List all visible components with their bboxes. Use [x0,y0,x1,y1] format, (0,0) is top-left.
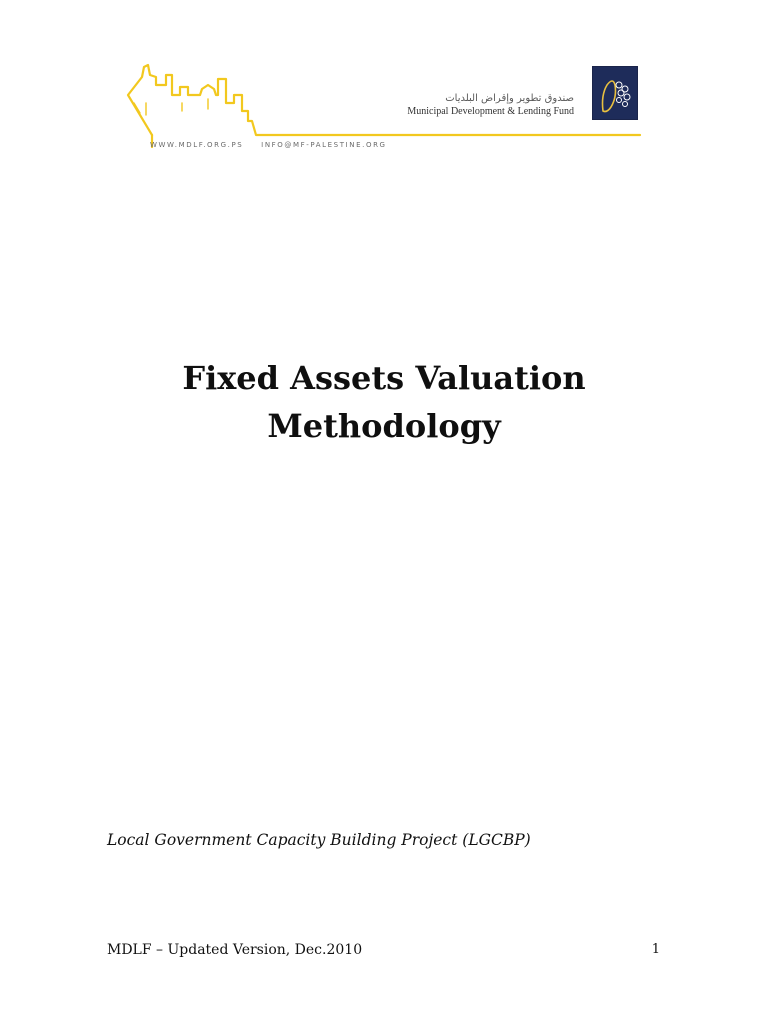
project-name: Local Government Capacity Building Project (LGCBP) [107,831,531,849]
title-line-2: Methodology [267,407,501,445]
title-line-1: Fixed Assets Valuation [182,359,586,397]
contact-line [150,141,387,149]
mdlf-emblem-icon [592,66,638,120]
email-link[interactable]: INFO@MF-PALESTINE.ORG [261,141,387,149]
org-name-english: Municipal Development & Lending Fund [407,106,574,117]
website-link[interactable]: WWW.MDLF.ORG.PS [150,141,244,149]
organization-name [407,93,574,118]
org-name-arabic: صندوق تطوير وإقراض البلديات [445,93,574,104]
footer-version: MDLF – Updated Version, Dec.2010 [107,942,363,958]
document-title [0,354,768,450]
page-number: 1 [651,942,660,957]
letterhead [122,55,642,155]
